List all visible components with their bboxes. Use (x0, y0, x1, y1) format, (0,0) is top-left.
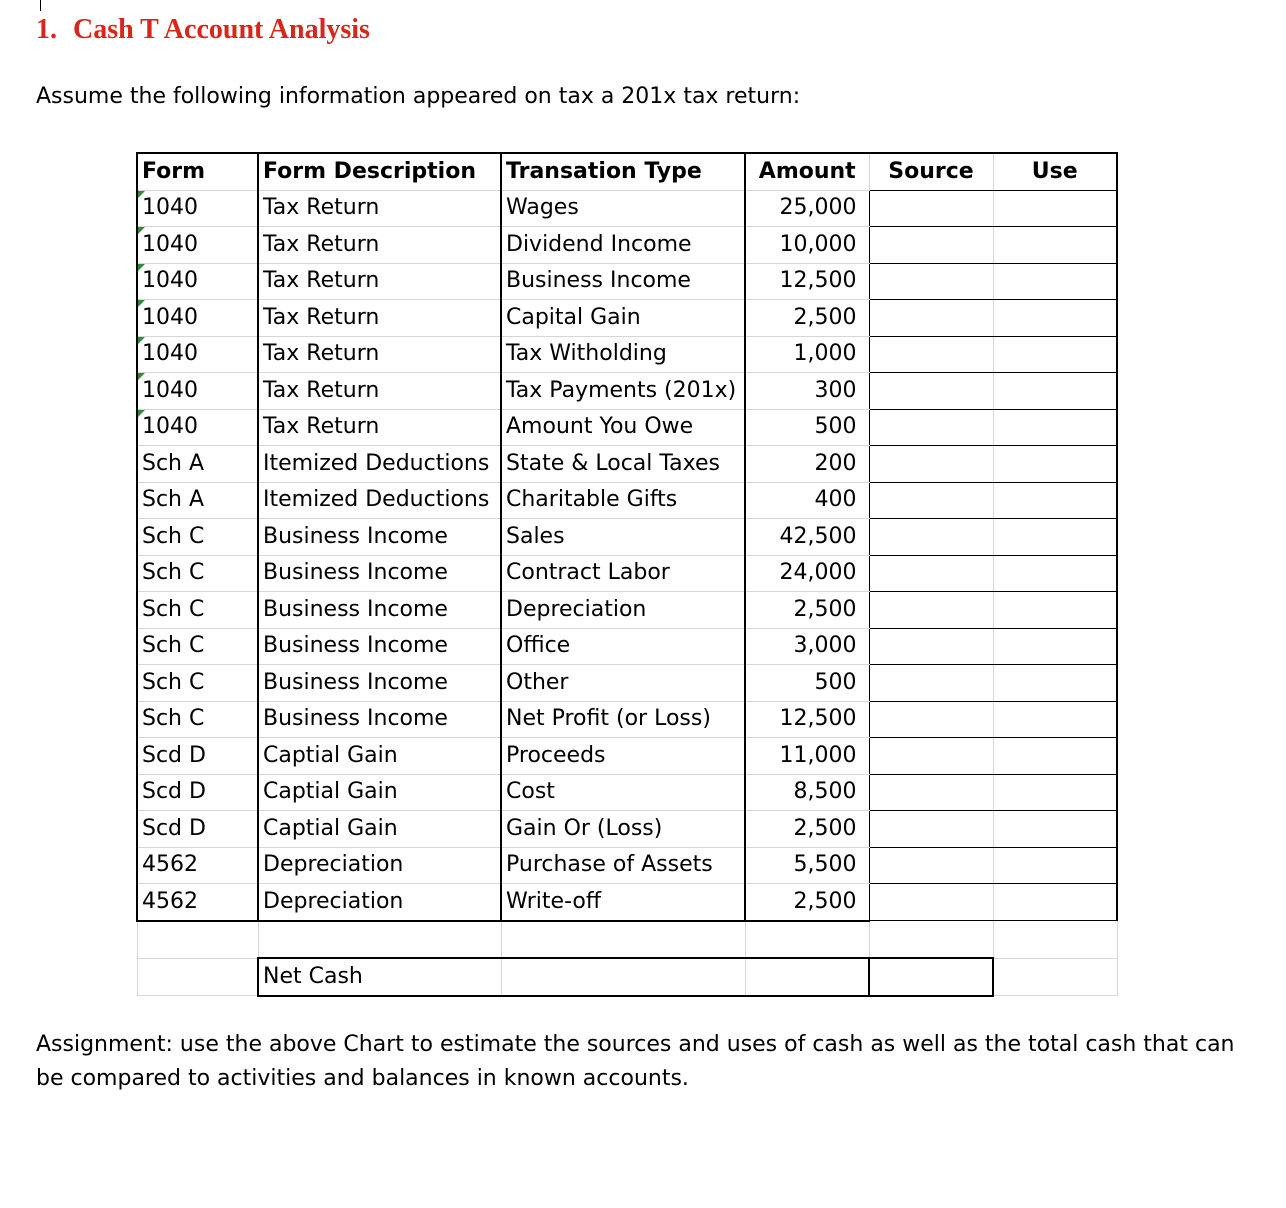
cell-amount[interactable]: 2,500 (745, 300, 869, 337)
header-form[interactable]: Form (137, 153, 258, 190)
tax-return-table (136, 152, 1118, 997)
header-source[interactable]: Source (869, 153, 993, 190)
cell-source[interactable] (869, 847, 993, 884)
table-row (137, 628, 1117, 665)
cell-transaction-type[interactable]: Net Profit (or Loss) (501, 701, 745, 738)
table-row (137, 738, 1117, 775)
cell-form-description[interactable]: Captial Gain (258, 738, 501, 775)
table-row (137, 300, 1117, 337)
cell-amount[interactable]: 3,000 (745, 628, 869, 665)
cell-use[interactable] (993, 446, 1117, 483)
section-heading (36, 14, 370, 46)
cell-source[interactable] (869, 628, 993, 665)
cell-form-description[interactable]: Business Income (258, 519, 501, 556)
cell-amount[interactable]: 300 (745, 373, 869, 410)
cell-transaction-type[interactable]: Wages (501, 190, 745, 227)
cell-amount[interactable]: 24,000 (745, 555, 869, 592)
cell-transaction-type[interactable]: Cost (501, 774, 745, 811)
cell-amount[interactable]: 25,000 (745, 190, 869, 227)
cell-transaction-type[interactable]: Gain Or (Loss) (501, 811, 745, 848)
cell-use[interactable] (993, 592, 1117, 629)
cell-form-description[interactable]: Captial Gain (258, 774, 501, 811)
table-row (137, 373, 1117, 410)
cell-amount[interactable]: 400 (745, 482, 869, 519)
table-row (137, 482, 1117, 519)
cell-use[interactable] (993, 409, 1117, 446)
table-row (137, 190, 1117, 227)
cell-use[interactable] (993, 701, 1117, 738)
cell-transaction-type[interactable]: Depreciation (501, 592, 745, 629)
blank-cell[interactable] (501, 921, 745, 959)
cell-source[interactable] (869, 300, 993, 337)
cell-use[interactable] (993, 665, 1117, 702)
cell-use[interactable] (993, 482, 1117, 519)
blank-cell[interactable] (137, 921, 258, 959)
cell-amount[interactable]: 8,500 (745, 774, 869, 811)
cell-form[interactable]: Sch C (137, 555, 258, 592)
table-row (137, 519, 1117, 556)
cell-form[interactable]: 1040 (137, 300, 258, 337)
cell-transaction-type[interactable]: State & Local Taxes (501, 446, 745, 483)
cell-form[interactable]: 1040 (137, 227, 258, 264)
cell-source[interactable] (869, 409, 993, 446)
cell-amount[interactable]: 12,500 (745, 701, 869, 738)
cell-use[interactable] (993, 336, 1117, 373)
cell-form-description[interactable]: Tax Return (258, 300, 501, 337)
text-cursor (40, 0, 41, 11)
cell-source[interactable] (869, 519, 993, 556)
cell-form[interactable]: Sch C (137, 592, 258, 629)
cell-form[interactable]: 4562 (137, 884, 258, 921)
cell-source[interactable] (869, 227, 993, 264)
table-row (137, 446, 1117, 483)
table-row (137, 336, 1117, 373)
table-row (137, 263, 1117, 300)
net-cash-label[interactable]: Net Cash (258, 958, 501, 996)
cell-use[interactable] (993, 847, 1117, 884)
cell-transaction-type[interactable]: Purchase of Assets (501, 847, 745, 884)
cell-transaction-type[interactable]: Business Income (501, 263, 745, 300)
cell-amount[interactable]: 5,500 (745, 847, 869, 884)
cell-source[interactable] (869, 738, 993, 775)
table-row (137, 847, 1117, 884)
cell-form-description[interactable]: Tax Return (258, 409, 501, 446)
cell-transaction-type[interactable]: Proceeds (501, 738, 745, 775)
cell-warning-flag-icon (138, 227, 145, 234)
cell-source[interactable] (869, 701, 993, 738)
cell-warning-flag-icon (138, 373, 145, 380)
cell-form-description[interactable]: Business Income (258, 555, 501, 592)
table-body (137, 153, 1117, 996)
cell-transaction-type[interactable]: Other (501, 665, 745, 702)
section-title: Cash T Account Analysis (73, 14, 370, 45)
cell-form[interactable]: Sch C (137, 628, 258, 665)
table-row (137, 409, 1117, 446)
blank-cell[interactable] (869, 921, 993, 959)
cell-form[interactable]: Scd D (137, 738, 258, 775)
cell-warning-flag-icon (138, 191, 145, 198)
net-cash-amount-cell[interactable] (745, 958, 869, 996)
cell-use[interactable] (993, 555, 1117, 592)
cell-form-description[interactable]: Depreciation (258, 847, 501, 884)
cell-form-description[interactable]: Depreciation (258, 884, 501, 921)
cell-form[interactable]: 1040 (137, 190, 258, 227)
cell-source[interactable] (869, 336, 993, 373)
cell-source[interactable] (869, 665, 993, 702)
cell-amount[interactable]: 200 (745, 446, 869, 483)
blank-cell[interactable] (745, 921, 869, 959)
cell-source[interactable] (869, 373, 993, 410)
cell-form[interactable]: Sch C (137, 701, 258, 738)
cell-use[interactable] (993, 373, 1117, 410)
cell-form-description[interactable]: Itemized Deductions (258, 446, 501, 483)
intro-text: Assume the following information appeared on tax a 201x tax return: (36, 84, 801, 109)
cell-form[interactable]: 1040 (137, 263, 258, 300)
cell-form[interactable]: Scd D (137, 774, 258, 811)
cell-use[interactable] (993, 300, 1117, 337)
cell-use[interactable] (993, 738, 1117, 775)
cell-form-description[interactable]: Captial Gain (258, 811, 501, 848)
cell-source[interactable] (869, 263, 993, 300)
cell-amount[interactable]: 1,000 (745, 336, 869, 373)
cell-form-description[interactable]: Business Income (258, 701, 501, 738)
cell-form-description[interactable]: Tax Return (258, 190, 501, 227)
cell-transaction-type[interactable]: Sales (501, 519, 745, 556)
blank-row (137, 921, 1117, 959)
cell-use[interactable] (993, 774, 1117, 811)
blank-cell[interactable] (258, 921, 501, 959)
cell-amount[interactable]: 10,000 (745, 227, 869, 264)
cell-form[interactable]: Sch A (137, 482, 258, 519)
header-amount[interactable]: Amount (745, 153, 869, 190)
cell-use[interactable] (993, 263, 1117, 300)
cell-form[interactable]: 1040 (137, 373, 258, 410)
cell-source[interactable] (869, 774, 993, 811)
cell-form[interactable]: Sch C (137, 519, 258, 556)
cell-form[interactable]: Sch C (137, 665, 258, 702)
cell-amount[interactable]: 500 (745, 409, 869, 446)
cell-use[interactable] (993, 811, 1117, 848)
header-form-description[interactable]: Form Description (258, 153, 501, 190)
cell-form-description[interactable]: Tax Return (258, 373, 501, 410)
cell-use[interactable] (993, 190, 1117, 227)
net-cash-source-cell[interactable] (869, 958, 993, 996)
net-cash-use-cell[interactable] (993, 958, 1117, 996)
cell-transaction-type[interactable]: Office (501, 628, 745, 665)
header-row (137, 153, 1117, 190)
cell-source[interactable] (869, 592, 993, 629)
cell-amount[interactable]: 2,500 (745, 811, 869, 848)
net-cash-row (137, 958, 1117, 996)
cell-source[interactable] (869, 190, 993, 227)
cell-amount[interactable]: 2,500 (745, 592, 869, 629)
cell-form-description[interactable]: Tax Return (258, 336, 501, 373)
table-row (137, 884, 1117, 921)
cell-form-description[interactable]: Business Income (258, 628, 501, 665)
cell-form-description[interactable]: Tax Return (258, 227, 501, 264)
cell-form-description[interactable]: Itemized Deductions (258, 482, 501, 519)
cell-amount[interactable]: 500 (745, 665, 869, 702)
table-row (137, 665, 1117, 702)
header-transaction-type[interactable]: Transation Type (501, 153, 745, 190)
cell-transaction-type[interactable]: Write-off (501, 884, 745, 921)
cell-transaction-type[interactable]: Capital Gain (501, 300, 745, 337)
cell-source[interactable] (869, 811, 993, 848)
cell-amount[interactable]: 12,500 (745, 263, 869, 300)
cell-form[interactable]: 1040 (137, 336, 258, 373)
cell-form-description[interactable]: Business Income (258, 592, 501, 629)
cell-form[interactable]: Sch A (137, 446, 258, 483)
cell-warning-flag-icon (138, 264, 145, 271)
table-row (137, 592, 1117, 629)
cell-form-description[interactable]: Business Income (258, 665, 501, 702)
table-row (137, 701, 1117, 738)
cell-source[interactable] (869, 555, 993, 592)
cell-use[interactable] (993, 884, 1117, 921)
cell-form-description[interactable]: Tax Return (258, 263, 501, 300)
cell-form[interactable]: 4562 (137, 847, 258, 884)
cell-transaction-type[interactable]: Amount You Owe (501, 409, 745, 446)
cell-transaction-type[interactable]: Charitable Gifts (501, 482, 745, 519)
net-cash-form-cell[interactable] (137, 958, 258, 996)
cell-warning-flag-icon (138, 300, 145, 307)
cell-warning-flag-icon (138, 410, 145, 417)
cell-form[interactable]: 1040 (137, 409, 258, 446)
cell-amount[interactable]: 42,500 (745, 519, 869, 556)
cell-transaction-type[interactable]: Contract Labor (501, 555, 745, 592)
assignment-text: Assignment: use the above Chart to estimate the sources and uses of cash as well as the total cash that can be compared to activities and balances in known accounts. (36, 1032, 1235, 1091)
table-row (137, 555, 1117, 592)
net-cash-type-cell[interactable] (501, 958, 745, 996)
cell-amount[interactable]: 2,500 (745, 884, 869, 921)
cell-transaction-type[interactable]: Tax Payments (201x) (501, 373, 745, 410)
cell-transaction-type[interactable]: Tax Witholding (501, 336, 745, 373)
table-row (137, 227, 1117, 264)
cell-warning-flag-icon (138, 337, 145, 344)
cell-form[interactable]: Scd D (137, 811, 258, 848)
cell-source[interactable] (869, 884, 993, 921)
cell-use[interactable] (993, 227, 1117, 264)
cell-source[interactable] (869, 482, 993, 519)
section-number: 1. (36, 14, 57, 45)
cell-transaction-type[interactable]: Dividend Income (501, 227, 745, 264)
cell-amount[interactable]: 11,000 (745, 738, 869, 775)
cell-use[interactable] (993, 628, 1117, 665)
cell-source[interactable] (869, 446, 993, 483)
header-use[interactable]: Use (993, 153, 1117, 190)
table-row (137, 811, 1117, 848)
table-row (137, 774, 1117, 811)
cell-use[interactable] (993, 519, 1117, 556)
blank-cell[interactable] (993, 921, 1117, 959)
